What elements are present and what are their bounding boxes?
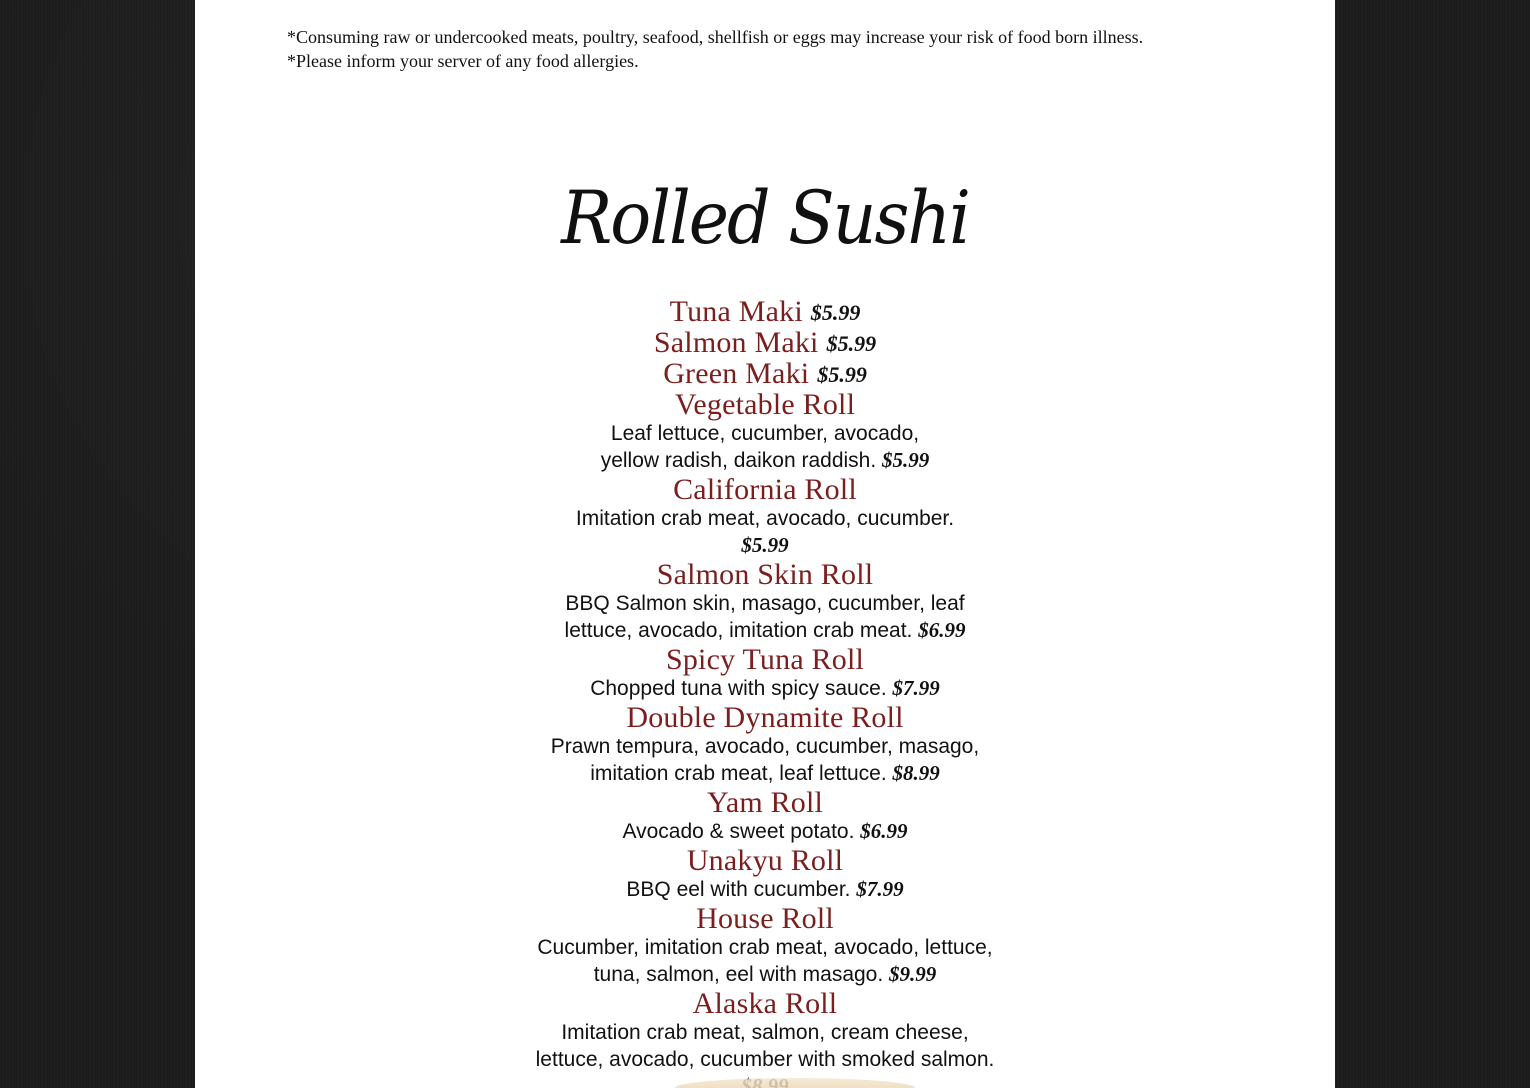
item-name: Vegetable Roll: [674, 388, 856, 421]
description-line: [195, 760, 1335, 787]
description-line: [195, 617, 1335, 644]
description-text: tuna, salmon, eel with masago.: [593, 963, 884, 986]
item-price: $8.99: [892, 761, 940, 785]
item-price: $5.99: [882, 448, 930, 472]
raw-food-warning: *Consuming raw or undercooked meats, poultry, seafood, shellfish or eggs may increase your risk of food born illness.: [287, 27, 1144, 47]
allergy-notice: *Please inform your server of any food allergies.: [287, 50, 639, 71]
description-line: Leaf lettuce, cucumber, avocado,: [610, 422, 920, 445]
item-description: [195, 505, 1335, 559]
description-line: BBQ Salmon skin, masago, cucumber, leaf: [565, 592, 965, 615]
item-name: Salmon Maki: [653, 326, 819, 359]
description-text: imitation crab meat, leaf lettuce.: [590, 762, 887, 785]
description-text: Chopped tuna with spicy sauce.: [590, 677, 887, 700]
item-price: $7.99: [892, 676, 940, 700]
menu-item-double-dynamite-roll: [195, 702, 1335, 787]
description-line: [195, 876, 1335, 903]
menu-item-alaska-roll: [195, 988, 1335, 1088]
description-line: [195, 447, 1335, 474]
description-text: Avocado & sweet potato.: [622, 820, 855, 843]
item-description: [195, 675, 1335, 702]
item-price: $9.99: [889, 962, 937, 986]
menu-item-green-maki: [195, 358, 1335, 389]
item-description: [195, 590, 1335, 644]
description-line: lettuce, avocado, cucumber with smoked salmon.: [535, 1048, 995, 1071]
item-price: $5.99: [741, 533, 789, 557]
description-line: [195, 961, 1335, 988]
item-price: $5.99: [817, 362, 867, 387]
food-safety-notice: [287, 26, 1287, 73]
item-description: [195, 733, 1335, 787]
item-description: [195, 934, 1335, 988]
item-description: [195, 876, 1335, 903]
item-name: Tuna Maki: [669, 295, 803, 328]
item-name: Double Dynamite Roll: [626, 701, 904, 734]
description-text: yellow radish, daikon raddish.: [600, 449, 877, 472]
menu-item-salmon-maki: [195, 327, 1335, 358]
menu-item-tuna-maki: [195, 296, 1335, 327]
item-name: California Roll: [673, 473, 857, 506]
item-name: Alaska Roll: [692, 987, 838, 1020]
description-text: BBQ eel with cucumber.: [626, 878, 851, 901]
item-description: [195, 818, 1335, 845]
description-line: Prawn tempura, avocado, cucumber, masago,: [550, 735, 980, 758]
description-line: [195, 818, 1335, 845]
menu-item-unakyu-roll: [195, 845, 1335, 903]
item-price: $5.99: [826, 331, 877, 356]
item-price: $6.99: [860, 819, 908, 843]
description-line: Imitation crab meat, avocado, cucumber.: [575, 507, 955, 530]
section-title: Rolled Sushi: [561, 176, 969, 262]
menu-item-california-roll: [195, 474, 1335, 559]
item-price: $6.99: [918, 618, 966, 642]
item-name: Green Maki: [663, 357, 810, 390]
menu-item-yam-roll: [195, 787, 1335, 845]
item-name: Yam Roll: [706, 786, 824, 819]
item-description: [195, 420, 1335, 474]
item-price: $7.99: [856, 877, 904, 901]
menu-item-vegetable-roll: [195, 389, 1335, 474]
description-line: Imitation crab meat, salmon, cream cheese,: [561, 1021, 969, 1044]
rolled-sushi-list: [195, 296, 1335, 1088]
item-name: Spicy Tuna Roll: [665, 643, 865, 676]
description-text: lettuce, avocado, imitation crab meat.: [564, 619, 913, 642]
item-price: $5.99: [810, 300, 861, 325]
menu-page: [195, 0, 1335, 1088]
menu-item-house-roll: [195, 903, 1335, 988]
item-name: Salmon Skin Roll: [656, 558, 874, 591]
description-line: Cucumber, imitation crab meat, avocado, lettuce,: [537, 936, 993, 959]
description-line: [195, 675, 1335, 702]
item-name: House Roll: [696, 902, 834, 935]
menu-item-spicy-tuna-roll: [195, 644, 1335, 702]
item-name: Unakyu Roll: [686, 844, 844, 877]
menu-item-salmon-skin-roll: [195, 559, 1335, 644]
